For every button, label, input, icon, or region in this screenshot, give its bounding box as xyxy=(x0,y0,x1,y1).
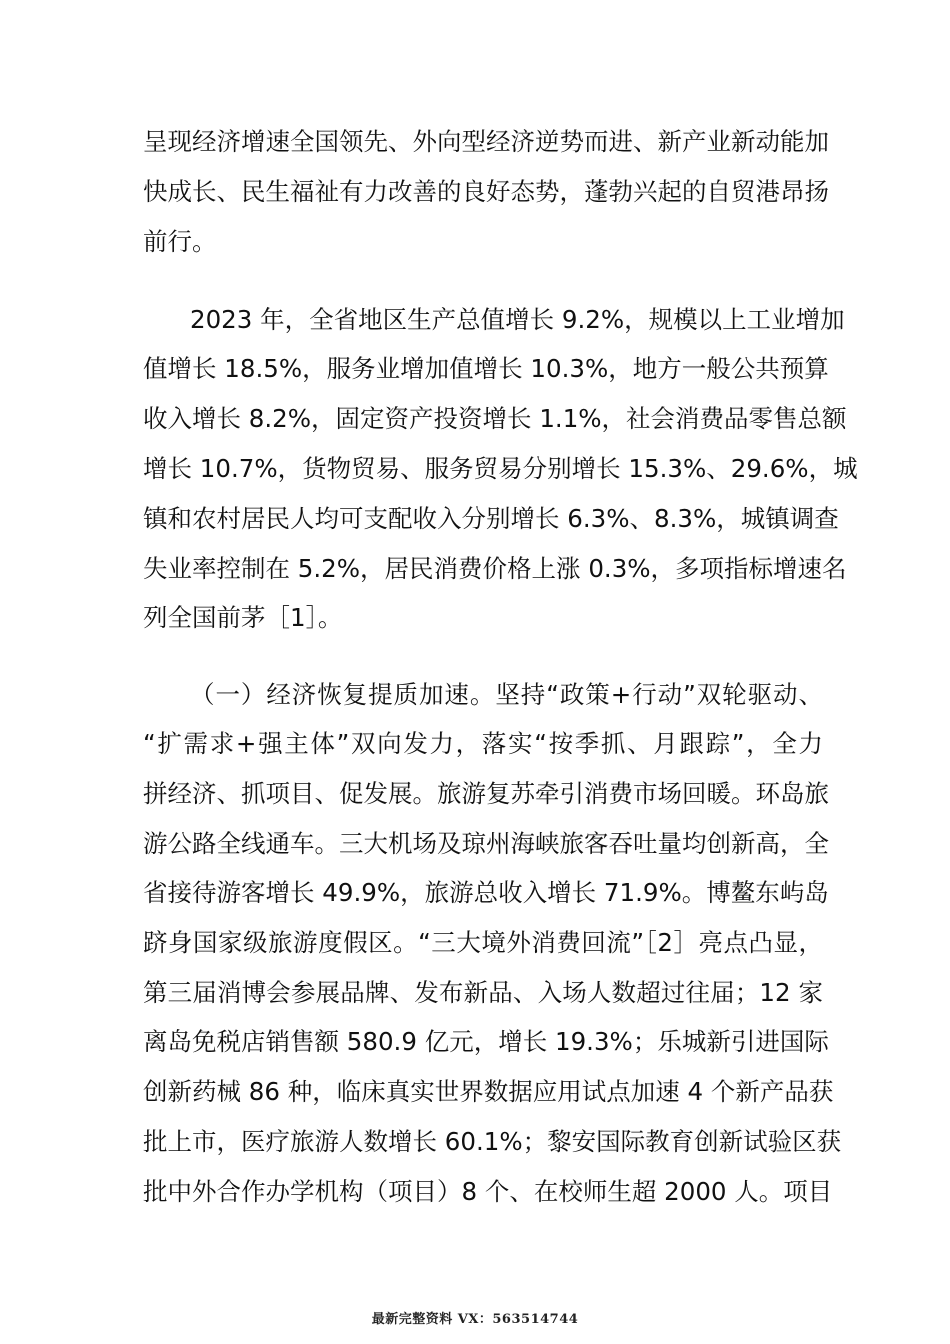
paragraph-3-line-6: 跻身国家级旅游度假区。“三大境外消费回流”［2］亮点凸显， xyxy=(143,928,823,957)
paragraph-2-line-7: 列全国前茅［1］。 xyxy=(143,603,343,632)
footer-contact: 最新完整资料 VX：563514744 xyxy=(371,1312,579,1327)
paragraph-2-line-4: 增长 10.7%，货物贸易、服务贸易分别增长 15.3%、29.6%，城 xyxy=(143,454,858,483)
paragraph-1-line-2: 快成长、民生福祉有力改善的良好态势，蓬勃兴起的自贸港昂扬 xyxy=(143,177,829,206)
paragraph-3-line-4: 游公路全线通车。三大机场及琼州海峡旅客吞吐量均创新高，全 xyxy=(143,829,829,858)
paragraph-2-line-3: 收入增长 8.2%，固定资产投资增长 1.1%，社会消费品零售总额 xyxy=(143,404,847,433)
paragraph-3-line-3: 拼经济、抓项目、促发展。旅游复苏牵引消费市场回暖。环岛旅 xyxy=(143,779,829,808)
paragraph-2-line-6: 失业率控制在 5.2%，居民消费价格上涨 0.3%，多项指标增速名 xyxy=(143,554,847,583)
paragraph-2-line-1: 2023 年，全省地区生产总值增长 9.2%，规模以上工业增加 xyxy=(190,305,845,334)
paragraph-3-line-10: 批上市，医疗旅游人数增长 60.1%；黎安国际教育创新试验区获 xyxy=(143,1127,842,1156)
paragraph-2-line-2: 值增长 18.5%，服务业增加值增长 10.3%，地方一般公共预算 xyxy=(143,354,829,383)
paragraph-3-line-9: 创新药械 86 种，临床真实世界数据应用试点加速 4 个新产品获 xyxy=(143,1077,834,1106)
paragraph-3-line-5: 省接待游客增长 49.9%，旅游总收入增长 71.9%。博鳌东屿岛 xyxy=(143,878,829,907)
paragraph-3-line-8: 离岛免税店销售额 580.9 亿元，增长 19.3%；乐城新引进国际 xyxy=(143,1027,829,1056)
paragraph-3-line-7: 第三届消博会参展品牌、发布新品、入场人数超过往届；12 家 xyxy=(143,978,823,1007)
paragraph-3-line-11: 批中外合作办学机构（项目）8 个、在校师生超 2000 人。项目 xyxy=(143,1177,833,1206)
paragraph-2-line-5: 镇和农村居民人均可支配收入分别增长 6.3%、8.3%，城镇调查 xyxy=(143,504,839,533)
paragraph-1-line-1: 呈现经济增速全国领先、外向型经济逆势而进、新产业新动能加 xyxy=(143,127,829,156)
paragraph-1-line-3: 前行。 xyxy=(143,227,217,256)
paragraph-3-line-1: （一）经济恢复提质加速。坚持“政策+行动”双轮驱动、 xyxy=(190,680,823,709)
paragraph-3-line-2: “扩需求+强主体”双向发力，落实“按季抓、月跟踪”，全力 xyxy=(143,729,823,758)
